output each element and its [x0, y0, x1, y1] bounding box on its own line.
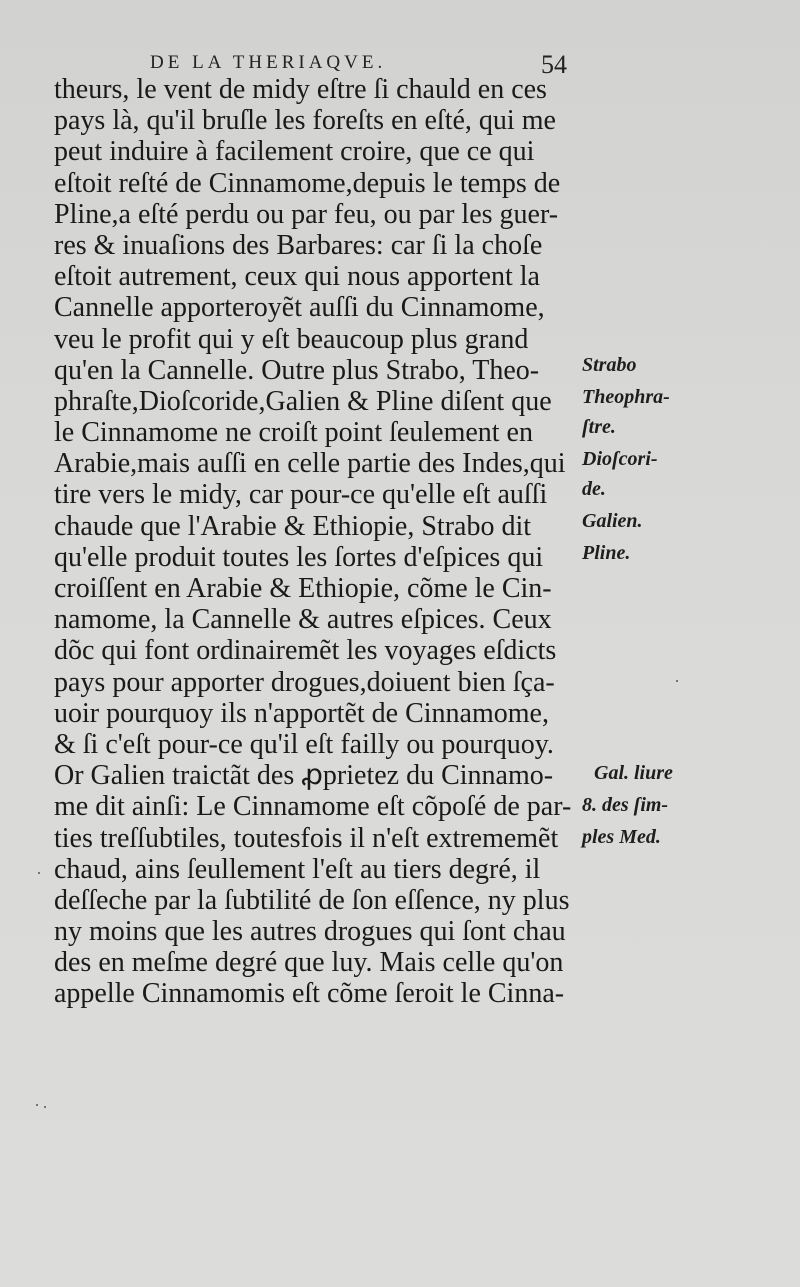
margin-note-galien-livre-3: ples Med.: [582, 826, 661, 848]
text-line: & ſi c'eſt pour-ce qu'il eſt failly ou pourquoy.: [54, 728, 554, 760]
text-line: ny moins que les autres drogues qui ſont chau: [54, 916, 566, 948]
text-line: qu'elle produit toutes les ſortes d'eſpices qui: [54, 541, 544, 573]
text-line: chaude que l'Arabie & Ethiopie, Strabo dit: [54, 510, 532, 542]
text-line: namome, la Cannelle & autres eſpices. Ceux: [54, 604, 552, 636]
text-line: Arabie,mais auſſi en celle partie des Indes,qui: [54, 448, 566, 480]
ink-speck: [36, 1104, 38, 1106]
text-line: res & inuaſions des Barbares: car ſi la choſe: [54, 229, 543, 261]
margin-note-theophraste-1: Theophra-: [582, 386, 670, 408]
page-number: 54: [541, 50, 567, 79]
margin-note-theophraste-2: ſtre.: [582, 416, 616, 438]
margin-note-galien-livre-2: 8. des ſim-: [582, 794, 669, 816]
main-text-block: [54, 74, 584, 1010]
text-line: Pline,a eſté perdu ou par feu, ou par les guer-: [54, 198, 559, 230]
text-line: appelle Cinnamomis eſt cõme ſeroit le Cinna-: [54, 978, 565, 1010]
text-line: pays pour apporter drogues,doiuent bien ſça-: [54, 666, 555, 698]
text-line: veu le profit qui y eſt beaucoup plus grand: [54, 323, 529, 355]
text-line: chaud, ains ſeullement l'eſt au tiers degré, il: [54, 853, 541, 885]
text-line: pays là, qu'il bruſle les foreſts en eſté, qui me: [54, 105, 556, 137]
text-line: deſſeche par la ſubtilité de ſon eſſence, ny plus: [54, 884, 570, 916]
text-line: croiſſent en Arabie & Ethiopie, cõme le Cin-: [54, 573, 552, 604]
ink-speck: [44, 1106, 46, 1108]
text-line: theurs, le vent de midy eſtre ſi chauld en ces: [54, 74, 547, 105]
text-line: phraſte,Dioſcoride,Galien & Pline diſent que: [54, 385, 552, 417]
ink-speck: [38, 872, 40, 874]
text-line: uoir pourquoy ils n'apportẽt de Cinnamome,: [54, 697, 549, 729]
ink-speck: [676, 680, 678, 682]
text-line: le Cinnamome ne croiſt point ſeulement en: [54, 417, 533, 449]
text-line: ties treſſubtiles, toutesfois il n'eſt extrememẽt: [54, 822, 559, 854]
text-line: tire vers le midy, car pour-ce qu'elle eſt auſſi: [54, 479, 548, 511]
margin-note-pline: Pline.: [582, 542, 631, 564]
margin-note-strabo: Strabo: [582, 354, 637, 376]
text-line: Cannelle apporteroyẽt auſſi du Cinnamome,: [54, 292, 545, 324]
margin-note-dioscoride-2: de.: [582, 478, 606, 500]
margin-note-galien-livre-1: Gal. liure: [594, 762, 673, 784]
text-line: dõc qui font ordinairemẽt les voyages eſdicts: [54, 635, 557, 667]
text-line: me dit ainſi: Le Cinnamome eſt cõpoſé de par-: [54, 791, 572, 823]
text-line: eſtoit reſté de Cinnamome,depuis le temps de: [54, 167, 561, 199]
margin-note-galien: Galien.: [582, 510, 643, 532]
text-line: des en meſme degré que luy. Mais celle qu'on: [54, 947, 564, 979]
text-line: qu'en la Cannelle. Outre plus Strabo, Theo-: [54, 354, 540, 386]
text-line: peut induire à facilement croire, que ce qui: [54, 136, 535, 168]
margin-note-dioscoride-1: Dioſcori-: [582, 448, 658, 470]
text-line: Or Galien traictãt des ꝓprietez du Cinnamo-: [54, 760, 554, 792]
running-title: DE LA THERIAQVE.: [150, 52, 387, 73]
text-line: eſtoit autrement, ceux qui nous apportent la: [54, 261, 540, 293]
